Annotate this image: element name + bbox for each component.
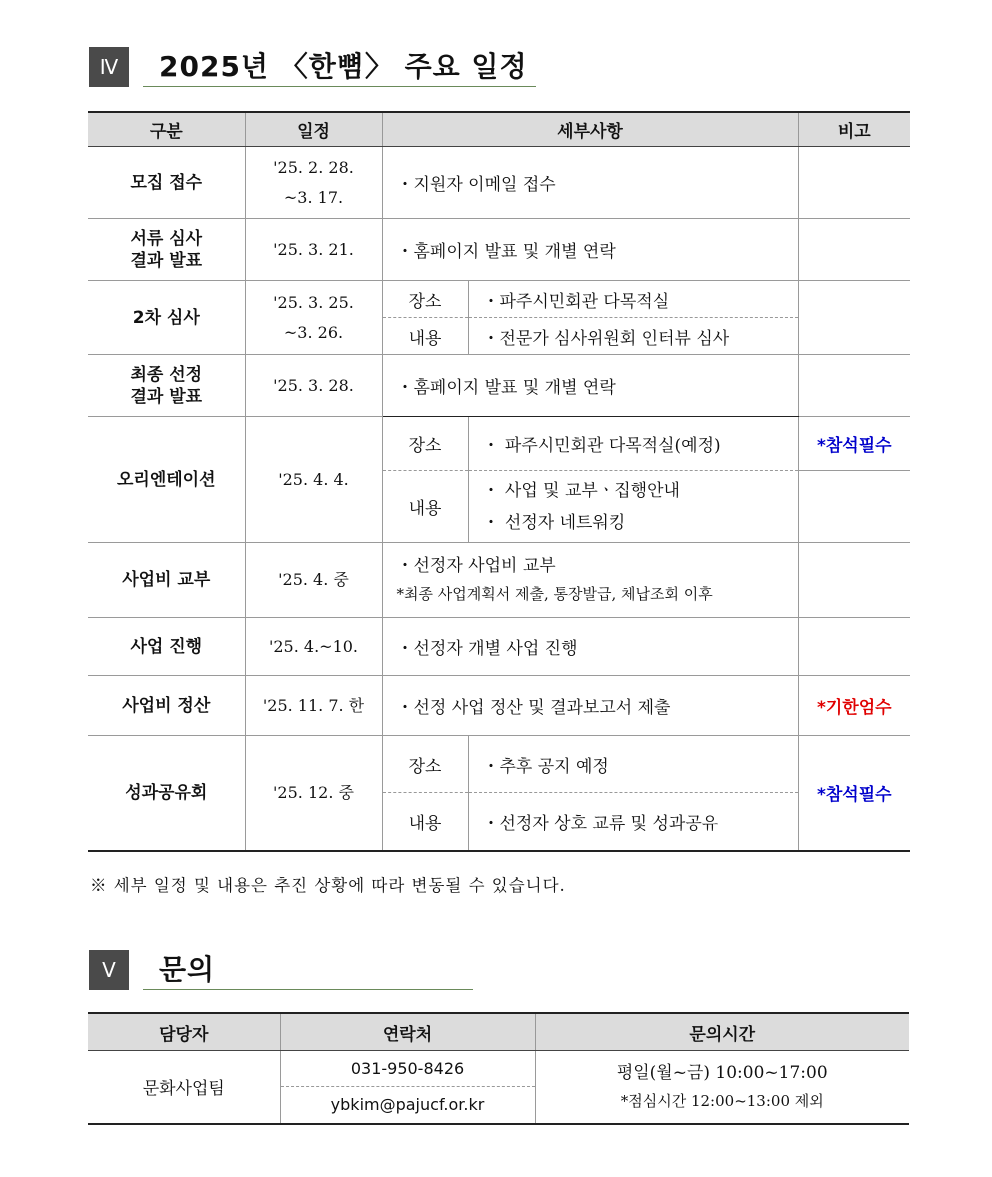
row-remark <box>798 471 910 543</box>
hours-line: 평일(월~금) 10:00~17:00 <box>616 1062 828 1083</box>
row-category <box>88 355 245 417</box>
row-detail: ・선정자 개별 사업 진행 <box>382 618 798 676</box>
category-line: 결과 발표 <box>130 250 203 271</box>
row-detail: ・홈페이지 발표 및 개별 연락 <box>382 355 798 417</box>
row-category: 모집 접수 <box>88 147 245 219</box>
contact-email: ybkim@pajucf.or.kr <box>280 1087 535 1124</box>
category-line: 결과 발표 <box>130 386 203 407</box>
row-date: '25. 3. 28. <box>245 355 382 417</box>
contact-phone: 031-950-8426 <box>280 1051 535 1087</box>
row-date: '25. 12. 중 <box>245 736 382 851</box>
detail-line: ・선정자 사업비 교부 <box>396 556 556 576</box>
sub-label-content: 내용 <box>382 471 468 543</box>
row-date <box>245 281 382 355</box>
header-hours: 문의시간 <box>535 1013 909 1051</box>
table-row <box>88 219 910 281</box>
table-header-row <box>88 112 910 147</box>
row-date <box>245 147 382 219</box>
table-row <box>88 676 910 736</box>
table-row <box>88 355 910 417</box>
header-category: 구분 <box>88 112 245 147</box>
contact-team: 문화사업팀 <box>88 1051 280 1124</box>
header-remarks: 비고 <box>798 112 910 147</box>
sub-label-content: 내용 <box>382 318 468 355</box>
row-category: 사업비 정산 <box>88 676 245 736</box>
sub-value-content <box>468 471 798 543</box>
sub-label-place: 장소 <box>382 736 468 793</box>
sub-value-place: ・파주시민회관 다목적실 <box>468 281 798 318</box>
row-date: '25. 11. 7. 한 <box>245 676 382 736</box>
content-line: ・ 선정자 네트워킹 <box>482 512 626 533</box>
row-detail: ・지원자 이메일 접수 <box>382 147 798 219</box>
row-remark <box>798 618 910 676</box>
sub-value-content: ・전문가 심사위원회 인터뷰 심사 <box>468 318 798 355</box>
contact-hours <box>535 1051 909 1124</box>
section-title: 문의 <box>159 953 216 986</box>
header-details: 세부사항 <box>382 112 798 147</box>
section-title: 2025년 〈한뼘〉 주요 일정 <box>159 50 528 83</box>
lunch-note: *점심시간 12:00~13:00 제외 <box>620 1091 824 1110</box>
row-date: '25. 4. 4. <box>245 417 382 543</box>
detail-subnote: *최종 사업계획서 제출, 통장발급, 체납조회 이후 <box>396 585 713 603</box>
remark-attendance-required: *참석필수 <box>798 736 910 851</box>
table-row <box>88 281 910 318</box>
row-category: 성과공유회 <box>88 736 245 851</box>
table-row <box>88 147 910 219</box>
sub-value-place: ・ 파주시민회관 다목적실(예정) <box>468 417 798 471</box>
category-line: 최종 선정 <box>130 364 203 385</box>
sub-label-place: 장소 <box>382 281 468 318</box>
footnote: ※ 세부 일정 및 내용은 추진 상황에 따라 변동될 수 있습니다. <box>90 876 566 895</box>
row-remark <box>798 355 910 417</box>
title-underline <box>143 86 536 87</box>
remark-attendance-required: *참석필수 <box>798 417 910 471</box>
header-date: 일정 <box>245 112 382 147</box>
row-category: 2차 심사 <box>88 281 245 355</box>
row-category: 사업비 교부 <box>88 543 245 618</box>
content-line: ・ 사업 및 교부ㆍ집행안내 <box>482 480 680 501</box>
table-header-row <box>88 1013 909 1051</box>
table-row <box>88 1051 909 1087</box>
section-number: Ⅳ <box>89 47 129 87</box>
row-remark <box>798 281 910 355</box>
remark-deadline-strict: *기한엄수 <box>798 676 910 736</box>
date-end: ~3. 17. <box>283 187 344 207</box>
schedule-table <box>88 111 910 852</box>
row-date: '25. 3. 21. <box>245 219 382 281</box>
table-row <box>88 736 910 793</box>
row-remark <box>798 219 910 281</box>
sub-label-place: 장소 <box>382 417 468 471</box>
row-category: 사업 진행 <box>88 618 245 676</box>
row-remark <box>798 147 910 219</box>
row-remark <box>798 543 910 618</box>
row-detail: ・선정 사업 정산 및 결과보고서 제출 <box>382 676 798 736</box>
date-end: ~3. 26. <box>283 322 344 342</box>
title-underline <box>143 989 473 990</box>
row-detail <box>382 543 798 618</box>
header-contact: 연락처 <box>280 1013 535 1051</box>
contact-table <box>88 1012 909 1125</box>
table-row <box>88 417 910 471</box>
date-start: '25. 3. 25. <box>273 292 354 312</box>
section-number: Ⅴ <box>89 950 129 990</box>
date-start: '25. 2. 28. <box>273 157 354 177</box>
table-row <box>88 543 910 618</box>
header-manager: 담당자 <box>88 1013 280 1051</box>
row-category: 오리엔테이션 <box>88 417 245 543</box>
sub-label-content: 내용 <box>382 793 468 851</box>
category-line: 서류 심사 <box>130 228 203 249</box>
row-date: '25. 4. 중 <box>245 543 382 618</box>
table-row <box>88 618 910 676</box>
sub-value-content: ・선정자 상호 교류 및 성과공유 <box>468 793 798 851</box>
row-detail: ・홈페이지 발표 및 개별 연락 <box>382 219 798 281</box>
row-category <box>88 219 245 281</box>
row-date: '25. 4.~10. <box>245 618 382 676</box>
sub-value-place: ・추후 공지 예정 <box>468 736 798 793</box>
